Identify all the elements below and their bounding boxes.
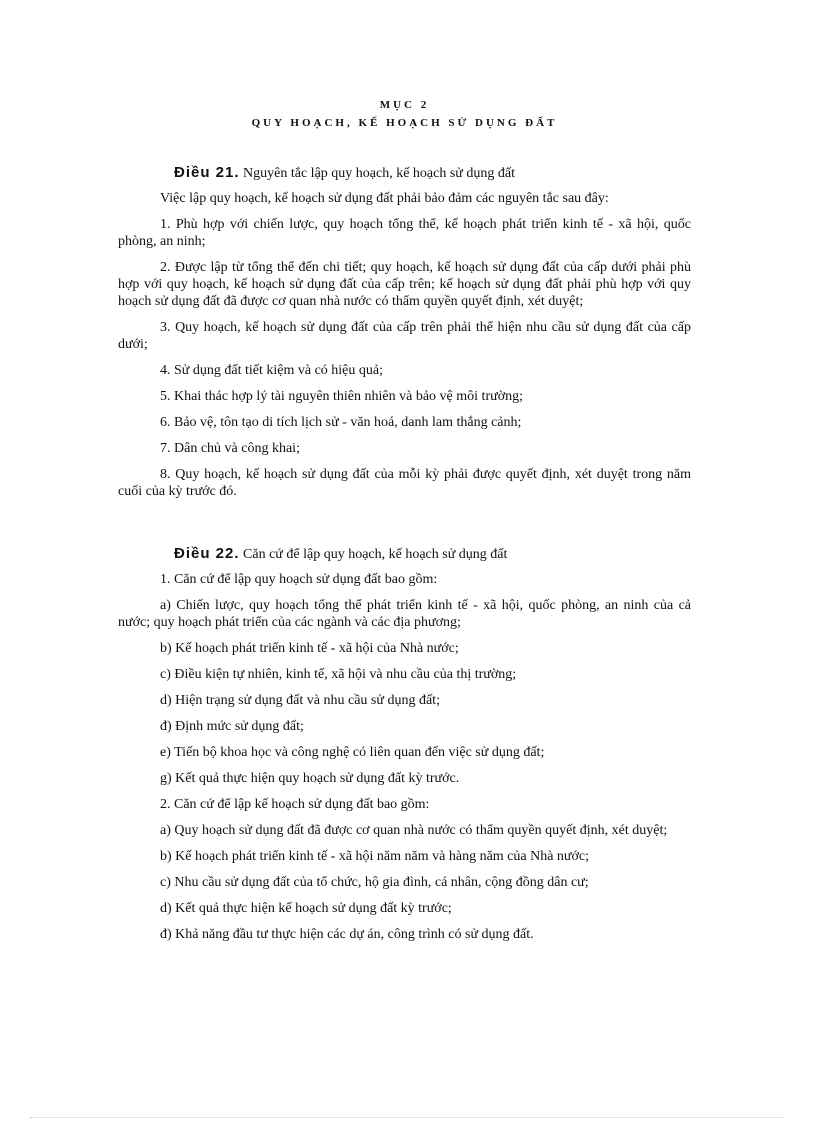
article-22	[118, 545, 691, 943]
page-bottom-divider	[30, 1117, 786, 1118]
article-22-title: Căn cứ để lập quy hoạch, kế hoạch sử dụng đất	[243, 547, 508, 562]
article-22-part1-item: d) Hiện trạng sử dụng đất và nhu cầu sử dụng đất;	[160, 693, 440, 708]
article-22-part2-item: a) Quy hoạch sử dụng đất đã được cơ quan nhà nước có thẩm quyền quyết định, xét duyệt;	[160, 823, 668, 838]
article-21-item: 6. Bảo vệ, tôn tạo di tích lịch sử - văn hoá, danh lam thắng cảnh;	[160, 415, 522, 430]
article-21-title: Nguyên tắc lập quy hoạch, kế hoạch sử dụng đất	[243, 166, 515, 181]
article-21-item: 2. Được lập từ tổng thể đến chi tiết; quy hoạch, kế hoạch sử dụng đất của cấp dưới phải phù hợp với quy hoạch, kế hoạch sử dụng đất của cấp trên; kế hoạch sử dụng đất phải phù hợp với quy hoạch sử dụng đất đã được cơ quan nhà nước có thẩm quyền quyết định, xét duyệt;	[118, 260, 691, 309]
article-22-part2-item: c) Nhu cầu sử dụng đất của tổ chức, hộ gia đình, cá nhân, cộng đồng dân cư;	[160, 875, 589, 890]
article-21-item: 7. Dân chủ và công khai;	[160, 441, 300, 456]
article-21-number: Điều 21.	[174, 164, 240, 181]
article-22-part1-item: đ) Định mức sử dụng đất;	[160, 719, 304, 734]
article-22-part1-item: g) Kết quả thực hiện quy hoạch sử dụng đất kỳ trước.	[160, 771, 460, 786]
article-21-item: 3. Quy hoạch, kế hoạch sử dụng đất của cấp trên phải thể hiện nhu cầu sử dụng đất của cấp dưới;	[118, 320, 691, 352]
article-22-number: Điều 22.	[174, 545, 240, 562]
article-22-part1-item: c) Điều kiện tự nhiên, kinh tế, xã hội và nhu cầu của thị trường;	[160, 667, 517, 682]
article-21-heading	[118, 164, 691, 182]
article-22-part1-item: b) Kế hoạch phát triển kinh tế - xã hội của Nhà nước;	[160, 641, 459, 656]
article-22-part1-item: e) Tiến bộ khoa học và công nghệ có liên quan đến việc sử dụng đất;	[160, 745, 545, 760]
article-21-item: 5. Khai thác hợp lý tài nguyên thiên nhiên và bảo vệ môi trường;	[160, 389, 523, 404]
article-22-part1-item: a) Chiến lược, quy hoạch tổng thể phát triển kinh tế - xã hội, quốc phòng, an ninh của cả nước; quy hoạch phát triển của các ngành và các địa phương;	[118, 598, 691, 630]
section-number: MỤC 2	[379, 99, 430, 111]
article-22-part2-item: b) Kế hoạch phát triển kinh tế - xã hội năm năm và hàng năm của Nhà nước;	[160, 849, 590, 864]
article-22-part2-intro: 2. Căn cứ để lập kế hoạch sử dụng đất bao gồm:	[160, 797, 430, 812]
article-22-part2-item: d) Kết quả thực hiện kế hoạch sử dụng đất kỳ trước;	[160, 901, 452, 916]
document-page	[118, 96, 691, 952]
article-22-heading	[118, 545, 691, 563]
article-21-intro: Việc lập quy hoạch, kế hoạch sử dụng đất phải bảo đảm các nguyên tắc sau đây:	[160, 191, 609, 206]
section-title: QUY HOẠCH, KẾ HOẠCH SỬ DỤNG ĐẤT	[251, 117, 558, 129]
article-21-item: 4. Sử dụng đất tiết kiệm và có hiệu quả;	[160, 363, 383, 378]
article-21	[118, 164, 691, 500]
article-21-item: 8. Quy hoạch, kế hoạch sử dụng đất của mỗi kỳ phải được quyết định, xét duyệt trong năm cuối của kỳ trước đó.	[118, 467, 691, 499]
article-22-part2-item: đ) Khả năng đầu tư thực hiện các dự án, công trình có sử dụng đất.	[160, 927, 534, 942]
article-21-item: 1. Phù hợp với chiến lược, quy hoạch tổng thể, kế hoạch phát triển kinh tế - xã hội, quốc phòng, an ninh;	[118, 217, 691, 249]
article-22-part1-intro: 1. Căn cứ để lập quy hoạch sử dụng đất bao gồm:	[160, 572, 438, 587]
